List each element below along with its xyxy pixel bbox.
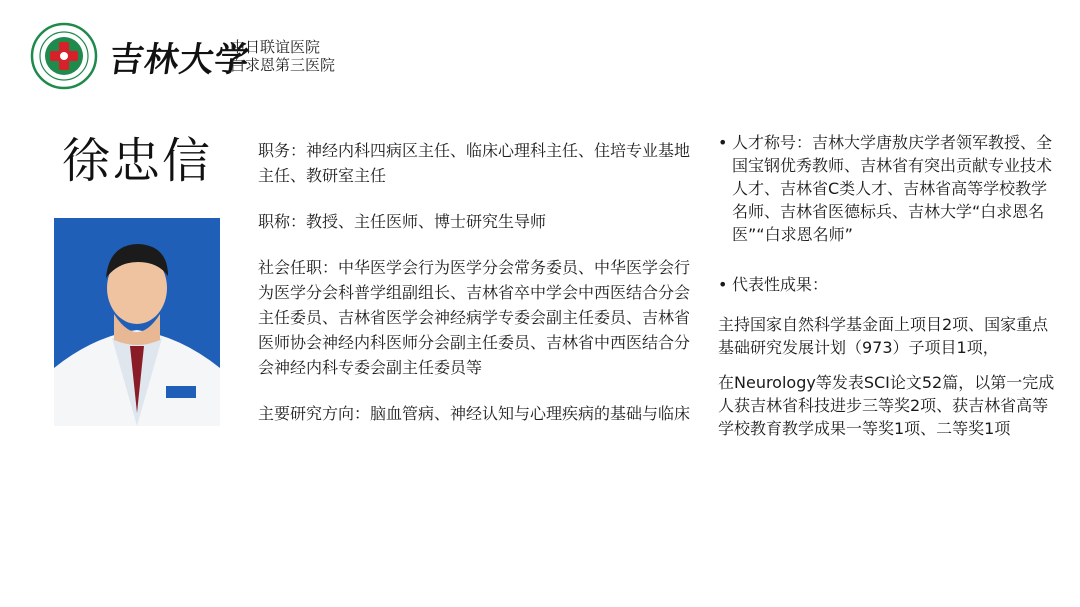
title-text: 职称：教授、主任医师、博士研究生导师: [258, 212, 547, 231]
hospital-name-line2: 白求恩第三医院: [230, 56, 336, 74]
research-text: 主要研究方向：脑血管病、神经认知与心理疾病的基础与临床: [258, 404, 691, 423]
header: [30, 22, 430, 92]
achievements-heading: 代表性成果：: [732, 275, 829, 294]
achievements-bullet-item: [718, 273, 1063, 296]
university-name: 吉林大学: [106, 40, 253, 80]
portrait-photo: [54, 218, 220, 426]
talent-bullet-item: [718, 131, 1063, 246]
person-name: 徐忠信: [62, 133, 213, 189]
position-text: 职务：神经内科四病区主任、临床心理科主任、住培专业基地主任、教研室主任: [258, 141, 691, 185]
profile-details: [258, 138, 698, 447]
achievement-text-2: 在Neurology等发表SCI论文52篇，以第一完成人获吉林省科技进步三等奖2项、获吉林省高等学校教育教学成果一等奖1项、二等奖1项: [718, 373, 1055, 438]
highlights: [718, 131, 1063, 440]
hospital-name-line1: 中日联谊医院: [230, 38, 321, 56]
bullet-icon: •: [718, 275, 728, 294]
bullet-icon: •: [718, 133, 728, 152]
social-roles-text: 社会任职：中华医学会行为医学分会常务委员、中华医学会行为医学分会科普学组副组长、吉林省卒中学会中西医结合分会主任委员、吉林省医学会神经病学专委会副主任委员、吉林省医师协会神经内科医师分会副主任委员、吉林省中西医结合分会神经内科专委会副主任委员等: [258, 258, 691, 377]
hospital-logo-icon: [30, 22, 98, 90]
hospital-name: [230, 38, 335, 74]
talent-text: 人才称号：吉林大学唐敖庆学者领军教授、全国宝钢优秀教师、吉林省有突出贡献专业技术人才、吉林省C类人才、吉林省高等学校教学名师、吉林省医德标兵、吉林大学“白求恩名医”“白求恩名师”: [732, 133, 1053, 244]
achievement-text-1: 主持国家自然科学基金面上项目2项、国家重点基础研究发展计划（973）子项目1项，: [718, 315, 1049, 357]
